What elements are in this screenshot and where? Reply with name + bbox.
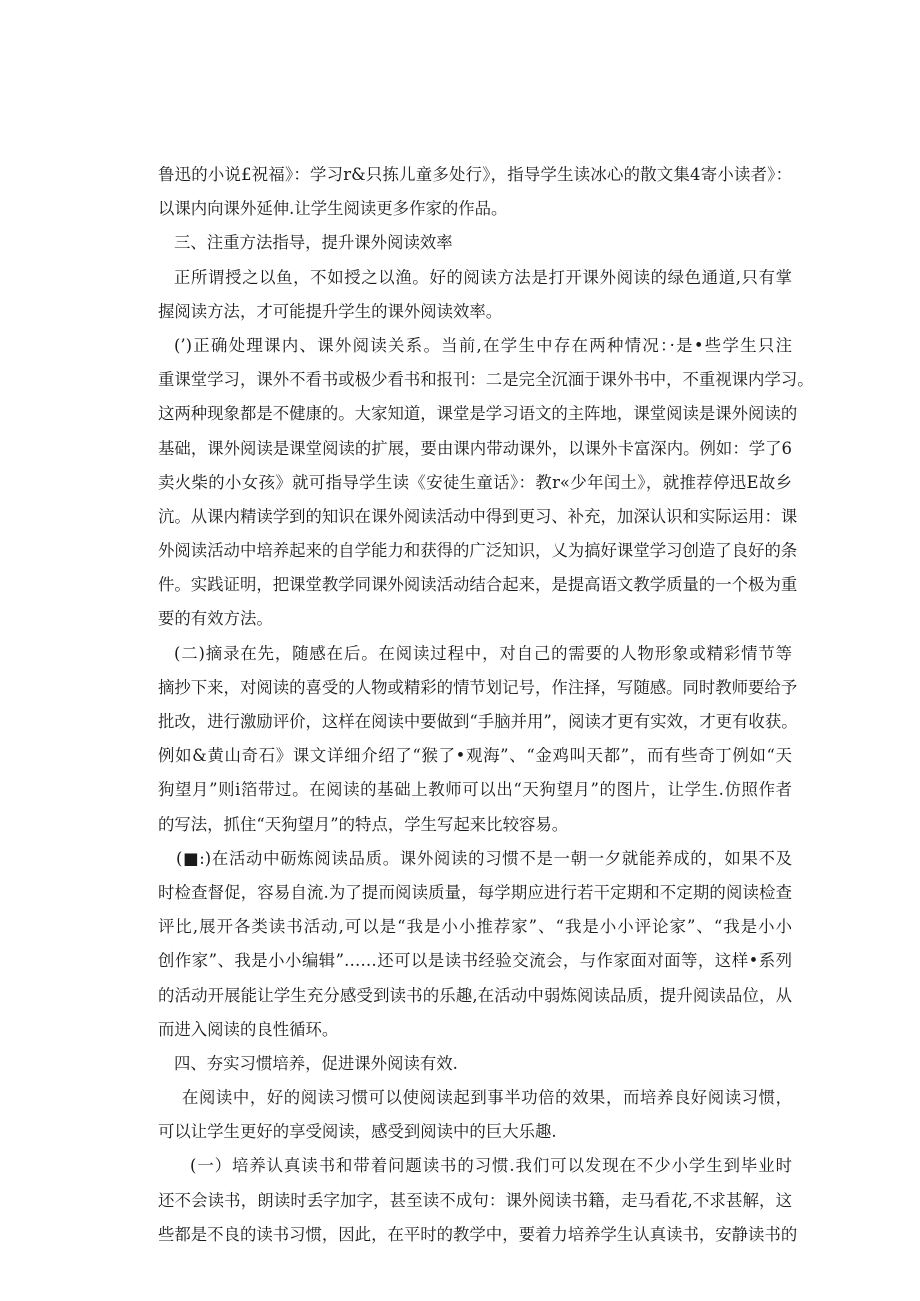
section-heading: 三、注重方法指导，提升课外阅读效率	[174, 233, 453, 253]
text-line: 重课堂学习，课外不看书或极少看书和报刊：二是完全沉湎于课外书中，不重视课内学习。	[158, 370, 814, 390]
text-line: 外阅读活动中培养起来的自学能力和获得的广泛知识，乂为搞好课堂学习创造了良好的条	[158, 541, 798, 561]
text-line: 在阅读中，好的阅读习惯可以使阅读起到事半功倍的效果，而培养良好阅读习惯，	[182, 1088, 792, 1108]
text-line: 要的有效方法。	[158, 609, 273, 629]
text-line: 卖火柴的小女孩》就可指导学生读《安徒生童话》：教r«少年闰土》，就推荐停迅E故乡	[158, 472, 792, 492]
text-line: 正所谓授之以鱼，不如授之以渔。好的阅读方法是打开课外阅读的绿色通道,只有掌	[174, 267, 792, 287]
text-line: (二)摘录在先，随感在后。在阅读过程中，对自己的需要的人物形象或精彩情节等	[174, 643, 792, 663]
text-line: (■:)在活动中砺炼阅读品质。课外阅读的习惯不是一朝一夕就能养成的，如果不及	[176, 848, 792, 868]
text-line: 这两种现象都是不健康的。大家知道，课堂是学习语文的主阵地，课堂阅读是课外阅读的	[158, 404, 798, 424]
text-line: 时检查督促，容易自流.为了提而阅读质量，每学期应进行若干定期和不定期的阅读检查	[158, 882, 792, 902]
document-body	[158, 158, 814, 1252]
text-line: 还不会读书，朗读时丢字加字，甚至读不成句：课外阅读书籍，走马看花,不求甚解，这	[158, 1190, 792, 1210]
text-line: 握阅读方法，才可能提升学生的课外阅读效率。	[158, 301, 503, 321]
text-line: 的写法，抓住“天狗望月”的特点，学生写起来比较容易。	[158, 814, 569, 834]
text-line: 创作家”、我是小小编辑”……还可以是读书经验交流会，与作家面对面等，这样•系列	[158, 951, 792, 971]
text-line: 可以让学生更好的享受阅读，感受到阅读中的巨大乐趣.	[158, 1122, 557, 1142]
text-line: 的活动开展能让学生充分感受到读书的乐趣,在活动中弱炼阅读品质，提升阅读品位，从	[158, 985, 792, 1005]
text-line: (’)正确处理课内、课外阅读关系。当前,在学生中存在两种情况：·是•些学生只注	[174, 335, 792, 355]
text-line: 例如&黄山奇石》课文详细介绍了“猴了•观海”、“金鸡叫天都”，而有些奇丁例如“天	[158, 746, 792, 766]
text-line: 而进入阅读的良性循环。	[158, 1019, 339, 1039]
text-line: 些都是不良的读书习惯，因此，在平时的教学中，要着力培养学生认真读书，安静读书的	[158, 1224, 798, 1244]
text-line: 基础，课外阅读是课堂阅读的扩展，要由课内带动课外，以课外卡富深内。例如：学了6	[158, 438, 792, 458]
text-line: 狗望月”则i箔带过。在阅读的基础上教师可以出“天狗望月”的图片，让学生.仿照作者	[158, 780, 792, 800]
text-line: 评比,展开各类读书活动,可以是“我是小小推荐家”、“我是小小评论家”、“我是小小	[158, 917, 792, 937]
text-line: 以课内向课外延伸.让学生阅读更多作家的作品。	[158, 199, 508, 219]
text-line: 摘抄下来，对阅读的喜受的人物或精彩的情节划记号，作注择，写随感。同时教师要给予	[158, 677, 798, 697]
text-line: 批改，进行激励评价，这样在阅读中要做到“手脑并用”，阅读才更有实效，才更有收获。	[158, 712, 798, 731]
text-line: (一）培养认真读书和带着问题读书的习惯.我们可以发现在不少小学生到毕业时	[190, 1156, 792, 1176]
text-line: 鲁迅的小说£祝福》：学习r&只拣儿童多处行》，指导学生读冰心的散文集4寄小读者》：	[158, 165, 792, 184]
section-heading: 四、夯实习惯培养，促进课外阅读有效.	[174, 1053, 458, 1073]
text-line: 沆。从课内精读学到的知识在课外阅读活动中得到更习、补充，加深认识和实际运用：课	[158, 506, 798, 526]
text-line: 件。实践证明，把课堂教学同课外阅读活动结合起来，是提高语文教学质量的一个极为重	[158, 575, 798, 595]
